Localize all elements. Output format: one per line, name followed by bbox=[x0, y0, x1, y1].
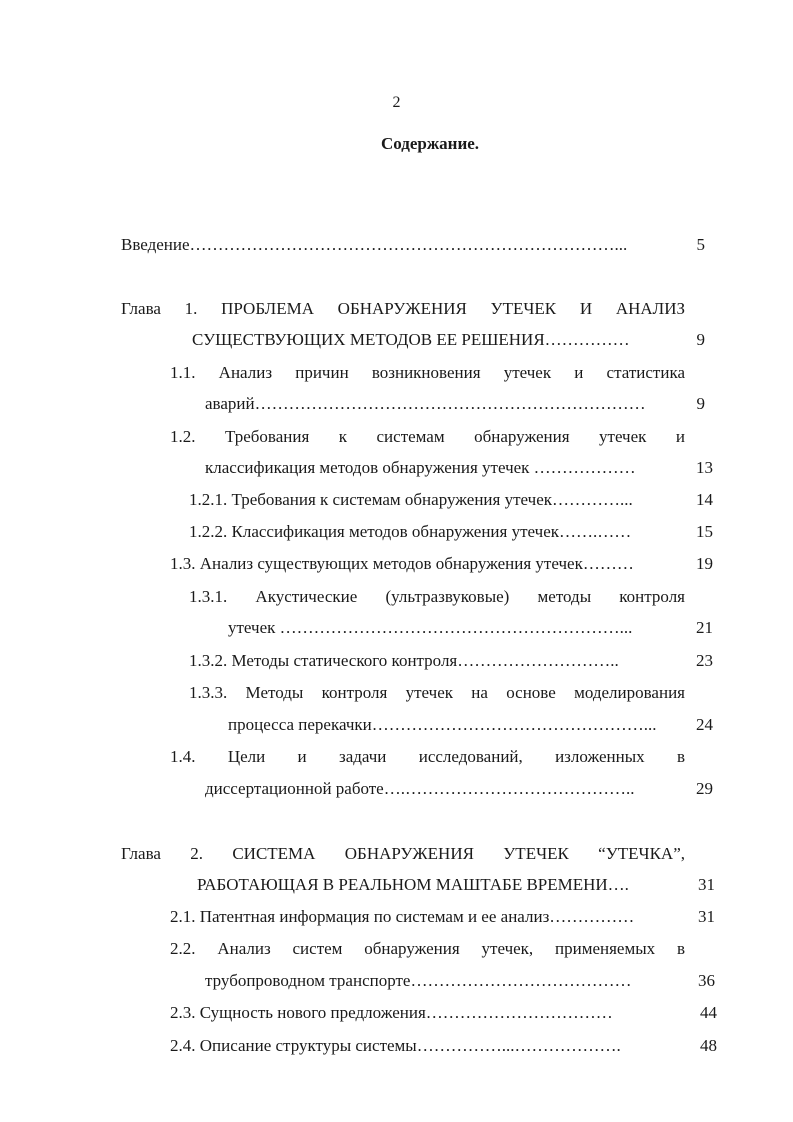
toc-section-1-2-line2: классификация методов обнаружения утечек ……………… bbox=[205, 458, 636, 477]
toc-chapter-1-line2: СУЩЕСТВУЮЩИХ МЕТОДОВ ЕЕ РЕШЕНИЯ…………… bbox=[192, 330, 630, 349]
toc-chapter-1-line1: Глава 1. ПРОБЛЕМА ОБНАРУЖЕНИЯ УТЕЧЕК И АНАЛИЗ bbox=[121, 299, 685, 318]
page-title: Содержание. bbox=[380, 134, 480, 153]
toc-page-1-2: 13 bbox=[696, 458, 713, 477]
toc-section-2-1: 2.1. Патентная информация по системам и ее анализ…………… bbox=[170, 907, 635, 926]
toc-section-1-1-line1: 1.1. Анализ причин возникновения утечек и статистика bbox=[170, 363, 685, 382]
toc-page-1-2-2: 15 bbox=[696, 522, 713, 541]
toc-section-2-2-line1: 2.2. Анализ систем обнаружения утечек, применяемых в bbox=[170, 939, 685, 958]
toc-section-2-2-line2: трубопроводном транспорте………………………………… bbox=[205, 971, 632, 990]
toc-section-2-4: 2.4. Описание структуры системы……………...………………. bbox=[170, 1036, 621, 1055]
toc-page-2-3: 44 bbox=[700, 1003, 717, 1022]
toc-section-1-4-line1: 1.4. Цели и задачи исследований, изложенных в bbox=[170, 747, 685, 766]
toc-section-1-3-3-line2: процесса перекачки…………………………………………... bbox=[228, 715, 657, 734]
toc-page-2-1: 31 bbox=[698, 907, 715, 926]
toc-page-1-4: 29 bbox=[696, 779, 713, 798]
toc-section-1-3: 1.3. Анализ существующих методов обнаружения утечек……… bbox=[170, 554, 634, 573]
toc-page-intro: 5 bbox=[696, 235, 705, 254]
toc-chapter-2-line2: РАБОТАЮЩАЯ В РЕАЛЬНОМ МАШТАБЕ ВРЕМЕНИ…. bbox=[197, 875, 629, 894]
toc-page-chapter-2: 31 bbox=[698, 875, 715, 894]
toc-page-1-3-2: 23 bbox=[696, 651, 713, 670]
toc-page-1-3: 19 bbox=[696, 554, 713, 573]
toc-entry-intro: Введение…………………………………………………………………... bbox=[121, 235, 628, 254]
toc-section-1-3-3-line1: 1.3.3. Методы контроля утечек на основе моделирования bbox=[189, 683, 685, 702]
toc-page-1-3-1: 21 bbox=[696, 618, 713, 637]
toc-section-1-3-1-line2: утечек ……………………………………………………... bbox=[228, 618, 633, 637]
toc-section-2-3: 2.3. Сущность нового предложения…………………………… bbox=[170, 1003, 613, 1022]
toc-section-1-2-1: 1.2.1. Требования к системам обнаружения утечек…………... bbox=[189, 490, 633, 509]
toc-section-1-4-line2: диссертационной работе….………………………………….. bbox=[205, 779, 635, 798]
toc-section-1-2-line1: 1.2. Требования к системам обнаружения утечек и bbox=[170, 427, 685, 446]
toc-chapter-2-line1: Глава 2. СИСТЕМА ОБНАРУЖЕНИЯ УТЕЧЕК “УТЕЧКА”, bbox=[121, 844, 685, 863]
toc-page-chapter-1: 9 bbox=[696, 330, 705, 349]
toc-page-1-1: 9 bbox=[696, 394, 705, 413]
toc-section-1-3-2: 1.3.2. Методы статического контроля……………………….. bbox=[189, 651, 619, 670]
toc-section-1-2-2: 1.2.2. Классификация методов обнаружения утечек…….…… bbox=[189, 522, 632, 541]
toc-page-2-4: 48 bbox=[700, 1036, 717, 1055]
toc-section-1-1-line2: аварий…………………………………………………………… bbox=[205, 394, 646, 413]
toc-page-1-2-1: 14 bbox=[696, 490, 713, 509]
toc-section-1-3-1-line1: 1.3.1. Акустические (ультразвуковые) методы контроля bbox=[189, 587, 685, 606]
page-number: 2 bbox=[392, 94, 401, 111]
toc-page-2-2: 36 bbox=[698, 971, 715, 990]
toc-page-1-3-3: 24 bbox=[696, 715, 713, 734]
